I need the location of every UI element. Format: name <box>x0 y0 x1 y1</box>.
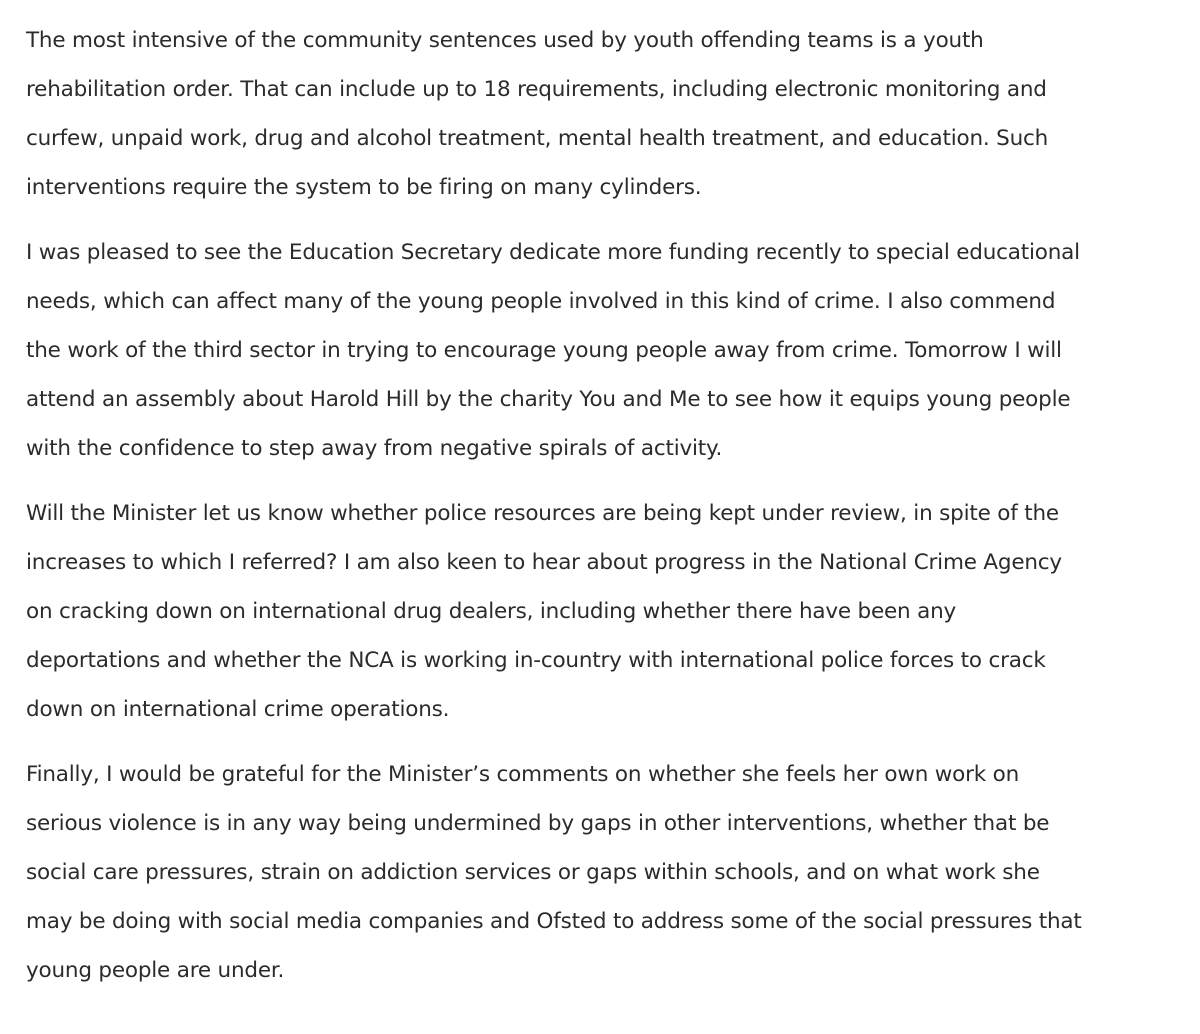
text-line: the work of the third sector in trying to encourage young people away from crime. Tomorrow I will <box>26 338 1062 363</box>
text-line: Finally, I would be grateful for the Minister’s comments on whether she feels her own work on <box>26 762 1020 787</box>
text-line: rehabilitation order. That can include up to 18 requirements, including electronic monitoring and <box>26 77 1047 102</box>
text-line: increases to which I referred? I am also keen to hear about progress in the National Crime Agency <box>26 550 1062 575</box>
paragraph-3 <box>26 489 1186 734</box>
text-line: Will the Minister let us know whether police resources are being kept under review, in spite of the <box>26 501 1059 526</box>
text-line: may be doing with social media companies and Ofsted to address some of the social pressures that <box>26 909 1082 934</box>
text-line: with the confidence to step away from negative spirals of activity. <box>26 436 723 461</box>
text-line: on cracking down on international drug dealers, including whether there have been any <box>26 599 957 624</box>
text-line: interventions require the system to be firing on many cylinders. <box>26 175 702 200</box>
text-line: serious violence is in any way being undermined by gaps in other interventions, whether that be <box>26 811 1050 836</box>
text-line: The most intensive of the community sentences used by youth offending teams is a youth <box>26 28 984 53</box>
text-line: attend an assembly about Harold Hill by the charity You and Me to see how it equips young people <box>26 387 1071 412</box>
speech-text <box>26 16 1186 1011</box>
text-line: needs, which can affect many of the young people involved in this kind of crime. I also commend <box>26 289 1056 314</box>
text-line: deportations and whether the NCA is working in-country with international police forces to crack <box>26 648 1046 673</box>
paragraph-1 <box>26 16 1186 212</box>
text-line: curfew, unpaid work, drug and alcohol treatment, mental health treatment, and education. Such <box>26 126 1049 151</box>
paragraph-2 <box>26 228 1186 473</box>
paragraph-4 <box>26 750 1186 995</box>
text-line: young people are under. <box>26 958 285 983</box>
text-line: down on international crime operations. <box>26 697 450 722</box>
text-line: I was pleased to see the Education Secretary dedicate more funding recently to special educational <box>26 240 1080 265</box>
text-line: social care pressures, strain on addiction services or gaps within schools, and on what work she <box>26 860 1040 885</box>
